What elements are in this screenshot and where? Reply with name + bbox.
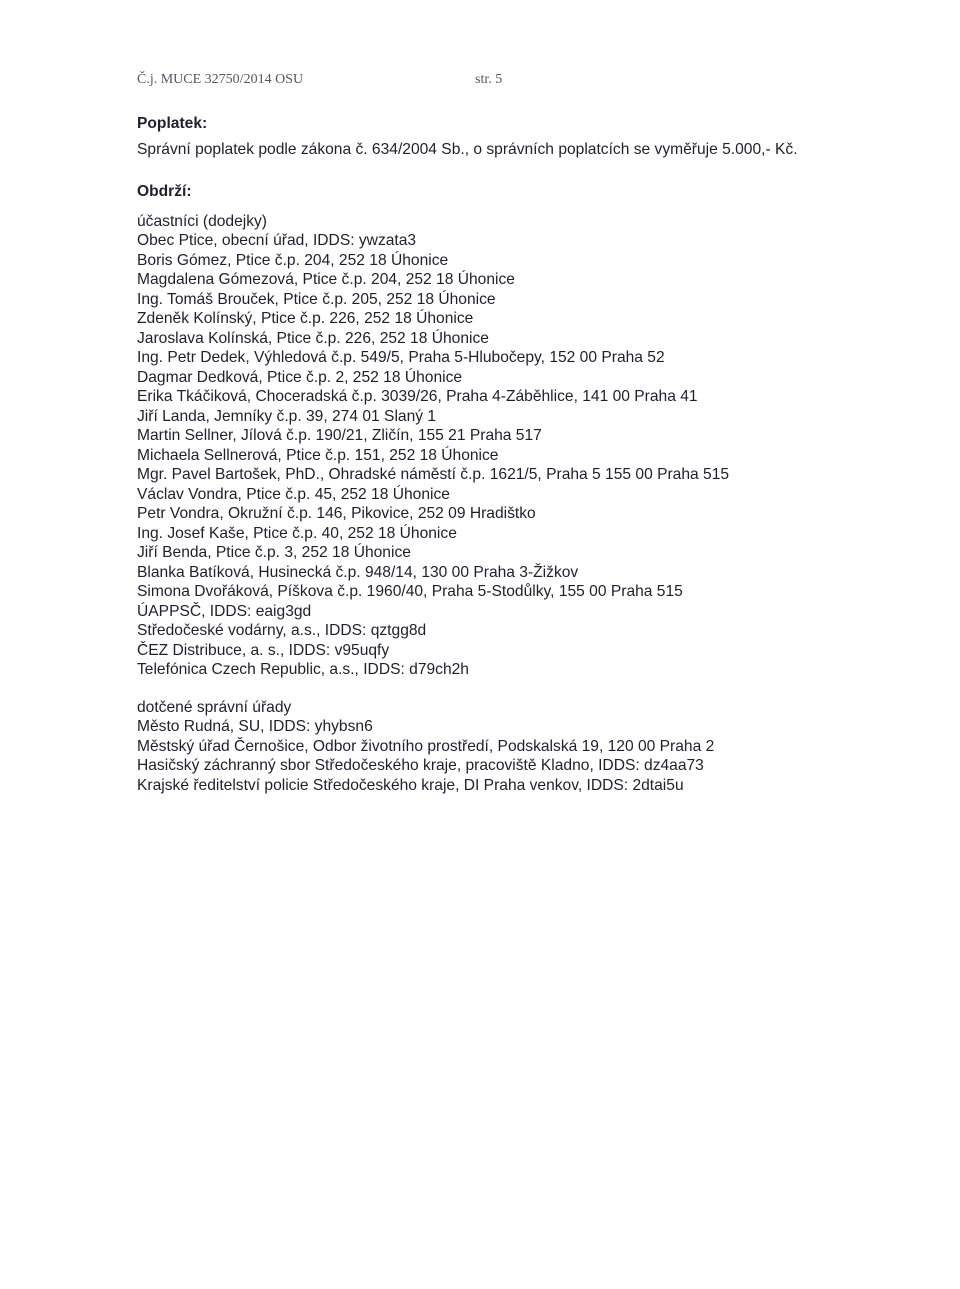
fee-section (137, 114, 917, 159)
group-spacer (137, 680, 917, 698)
participant-item: Petr Vondra, Okružní č.p. 146, Pikovice, 252 09 Hradištko (137, 505, 536, 522)
participant-item: Obec Ptice, obecní úřad, IDDS: ywzata3 (137, 232, 417, 249)
case-reference: Č.j. MUCE 32750/2014 OSU (137, 72, 304, 87)
participant-item: Jiří Landa, Jemníky č.p. 39, 274 01 Slaný 1 (137, 407, 437, 425)
participant-item: Simona Dvořáková, Píškova č.p. 1960/40, Praha 5-Stodůlky, 155 00 Praha 515 (137, 583, 683, 600)
participant-item: Ing. Josef Kaše, Ptice č.p. 40, 252 18 Úhonice (137, 524, 457, 542)
participant-item: Václav Vondra, Ptice č.p. 45, 252 18 Úhonice (137, 485, 450, 503)
participants-list (137, 231, 917, 680)
participant-item: Ing. Petr Dedek, Výhledová č.p. 549/5, Praha 5-Hlubočepy, 152 00 Praha 52 (137, 349, 665, 366)
participant-item: Zdeněk Kolínský, Ptice č.p. 226, 252 18 Úhonice (137, 310, 474, 327)
participants-label: účastníci (dodejky) (137, 212, 268, 230)
fee-heading: Poplatek: (137, 115, 208, 132)
authorities-list (137, 717, 917, 795)
participant-item: Mgr. Pavel Bartošek, PhD., Ohradské náměstí č.p. 1621/5, Praha 5 155 00 Praha 515 (137, 466, 730, 483)
authority-item: Krajské ředitelství policie Středočeského kraje, DI Praha venkov, IDDS: 2dtai5u (137, 776, 684, 794)
participant-item: Středočeské vodárny, a.s., IDDS: qztgg8d (137, 622, 427, 639)
participant-item: Erika Tkáčiková, Choceradská č.p. 3039/26, Praha 4-Záběhlice, 141 00 Praha 41 (137, 388, 698, 405)
authority-item: Městský úřad Černošice, Odbor životního prostředí, Podskalská 19, 120 00 Praha 2 (137, 737, 715, 755)
participant-item: Dagmar Dedková, Ptice č.p. 2, 252 18 Úhonice (137, 368, 463, 386)
participant-item: Magdalena Gómezová, Ptice č.p. 204, 252 18 Úhonice (137, 271, 515, 288)
authority-item: Hasičský záchranný sbor Středočeského kraje, pracoviště Kladno, IDDS: dz4aa73 (137, 757, 704, 774)
participant-item: Blanka Batíková, Husinecká č.p. 948/14, 130 00 Praha 3-Žižkov (137, 563, 579, 581)
participant-item: ÚAPPSČ, IDDS: eaig3gd (137, 602, 312, 620)
page-number: str. 5 (475, 72, 503, 87)
participant-item: Martin Sellner, Jílová č.p. 190/21, Zličín, 155 21 Praha 517 (137, 427, 542, 444)
participant-item: Michaela Sellnerová, Ptice č.p. 151, 252 18 Úhonice (137, 446, 499, 464)
authority-item: Město Rudná, SU, IDDS: yhybsn6 (137, 718, 373, 735)
participant-item: Boris Gómez, Ptice č.p. 204, 252 18 Úhonice (137, 251, 449, 269)
recipients-heading: Obdrží: (137, 183, 192, 200)
participant-item: ČEZ Distribuce, a. s., IDDS: v95uqfy (137, 641, 390, 659)
participant-item: Ing. Tomáš Brouček, Ptice č.p. 205, 252 18 Úhonice (137, 290, 496, 308)
participant-item: Telefónica Czech Republic, a.s., IDDS: d79ch2h (137, 661, 469, 678)
authorities-label: dotčené správní úřady (137, 698, 292, 716)
participant-item: Jaroslava Kolínská, Ptice č.p. 226, 252 18 Úhonice (137, 329, 489, 347)
recipients-section (137, 182, 917, 795)
page-header (137, 72, 637, 88)
participant-item: Jiří Benda, Ptice č.p. 3, 252 18 Úhonice (137, 544, 411, 561)
fee-text: Správní poplatek podle zákona č. 634/2004 Sb., o správních poplatcích se vyměřuje 5.000,- Kč. (137, 140, 798, 158)
document-body (137, 114, 917, 795)
